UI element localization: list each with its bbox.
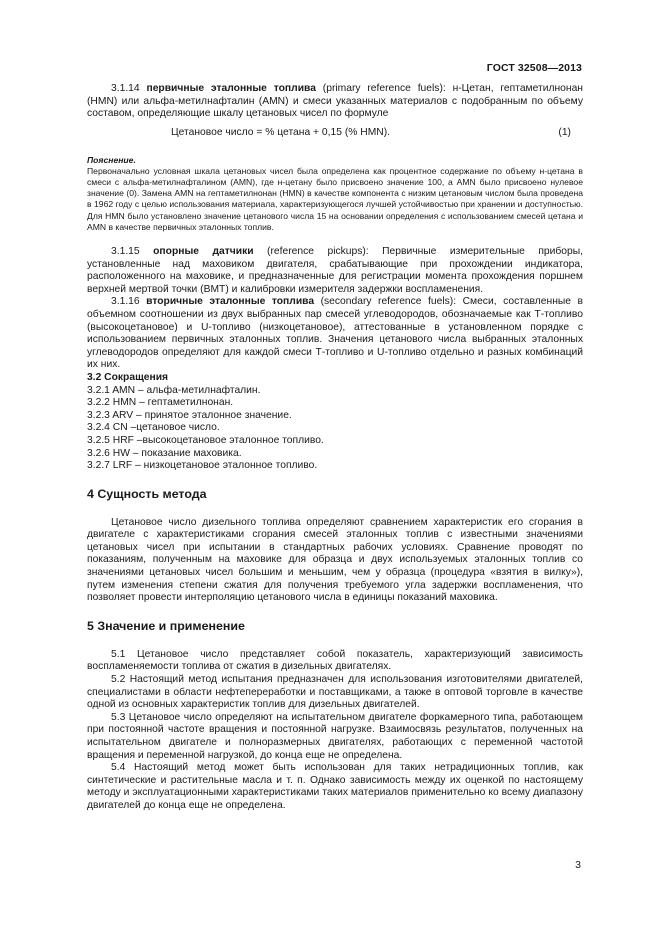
note-text: Первоначально условная шкала цетановых чисел была определена как процентное содержание по объему н-цетана в смеси с альфа-метилнафталином (AMN), где н-цетану было присвоено значение 100, а AMN было присвоено нулевое значение (0). Замена AMN на гептаметилнонан (HMN) в качестве компонента с низким цетановым числом была проведена в 1962 году с целью использования материала, характеризующегося лучшей устойчивостью при хранении и доступностью. Для HMN было установлено значение цетанового числа 15 на основании определения с использованием смесей цетана и AMN в качестве первичных эталонных топлив. xyxy=(87,165,583,232)
formula-1 xyxy=(87,125,583,143)
page-content xyxy=(87,83,583,813)
def-term: первичные эталонные топлива xyxy=(146,83,316,94)
abbr-item: 3.2.4 CN –цетановое число. xyxy=(87,422,220,434)
note-block xyxy=(87,155,583,233)
abbr-item: 3.2.1 AMN – альфа-метилнафталин. xyxy=(87,384,261,396)
definition-3-1-16 xyxy=(87,296,583,372)
formula-number: (1) xyxy=(558,126,571,138)
abbr-item: 3.2.2 HMN – гептаметилнонан. xyxy=(87,397,234,409)
section-4-heading: 4 Сущность метода xyxy=(87,486,207,501)
section-5-1: 5.1 Цетановое число представляет собой показатель, характеризующий зависимость воспламеняемости топлива от сжатия в дизельных двигателях. xyxy=(87,648,583,673)
abbreviations-title: 3.2 Сокращения xyxy=(87,371,169,383)
page-number: 3 xyxy=(575,859,581,871)
abbr-item: 3.2.3 ARV – принятое эталонное значение. xyxy=(87,409,292,421)
def-text: (reference pickups): Первичные измерительные приборы, установленные над маховиком двигателя, срабатывающие при прохождении индикатора, расположенного на маховике, и предназначенные для регистрации момента прохождения поршнем верхней мертвой точки (ВМТ) и калибровки измерителя задержки воспламенения. xyxy=(87,246,583,295)
def-num: 3.1.14 xyxy=(111,83,140,94)
def-num: 3.1.15 xyxy=(111,246,140,257)
abbr-item: 3.2.5 HRF –высокоцетановое эталонное топливо. xyxy=(87,434,324,446)
formula-text: Цетановое число = % цетана + 0,15 (% HMN). xyxy=(171,126,391,138)
section-5-2: 5.2 Настоящий метод испытания предназначен для использования изготовителями двигателей, специалистами в области нефтепереработки и поставщиками, а также в оптовой торговле в качестве одной из основных характеристик топлив для дизельных двигателей. xyxy=(87,674,583,711)
standard-header: ГОСТ 32508—2013 xyxy=(486,62,582,74)
section-5-3: 5.3 Цетановое число определяют на испытательном двигателе форкамерного типа, работающем при постоянной частоте вращения и постоянной нагрузке. Взаимосвязь результатов, полученных на испытательном двигателе и полноразмерных двигателях, работающих с переменной частотой вращения и переменной нагрузкой, до конца еще не определена. xyxy=(87,711,583,761)
def-term: опорные датчики xyxy=(153,246,254,257)
note-title: Пояснение. xyxy=(87,154,136,165)
section-5-4: 5.4 Настоящий метод может быть использован для таких нетрадиционных топлив, как синтетические и растительные масла и т. п. Однако зависимость между их оценкой по настоящему методу и эксплуатационными характеристиками таких материалов применительно ко всему диапазону двигателей до конца еще не определена. xyxy=(87,762,583,811)
def-text: (secondary reference fuels): Смеси, составленные в объемном соотношении из двух выбранных пар смесей углеводородов, обозначаемые как Т-топливо (высокоцетановое) и U-топливо (низкоцетановое), аттестованные в установленном порядке с использованием первичных эталонных топлив. Значения цетанового числа выбранных эталонных углеводородов определяют для каждой смеси Т-топливо и U-топливо отдельно и разных комбинаций их них. xyxy=(87,296,583,371)
definition-3-1-15 xyxy=(87,246,583,296)
abbr-item: 3.2.7 LRF – низкоцетановое эталонное топливо. xyxy=(87,460,318,472)
def-text: (primary reference fuels): н-Цетан, гептаметилнонан (HMN) или альфа-метилнафталин (AMN) и смеси указанных материалов с подобранным по объему составом, определяющие шкалу цетановых чисел по формуле xyxy=(87,83,583,120)
abbr-item: 3.2.6 HW – показание маховика. xyxy=(87,447,242,459)
section-4-text: Цетановое число дизельного топлива определяют сравнением характеристик его сгорания в двигателе с характеристиками сгорания смесей эталонных топлив с известными значениями цетановых чисел при испытании в стандартных рабочих условиях. Сравнение проводят по показаниям, полученным на маховике для образца и двух используемых эталонных топлив со значениями цетановых чисел большим и меньшим, чем у образца (процедура «взятия в вилку»), путем изменения степени сжатия для получения требуемого угла задержки воспламенения, что позволяет провести интерполяцию цетанового числа в единицы показаний маховика. xyxy=(87,516,583,604)
section-5-heading: 5 Значение и применение xyxy=(87,618,245,633)
def-term: вторичные эталонные топлива xyxy=(146,296,315,308)
def-num: 3.1.16 xyxy=(111,296,140,308)
definition-3-1-14 xyxy=(87,83,583,121)
